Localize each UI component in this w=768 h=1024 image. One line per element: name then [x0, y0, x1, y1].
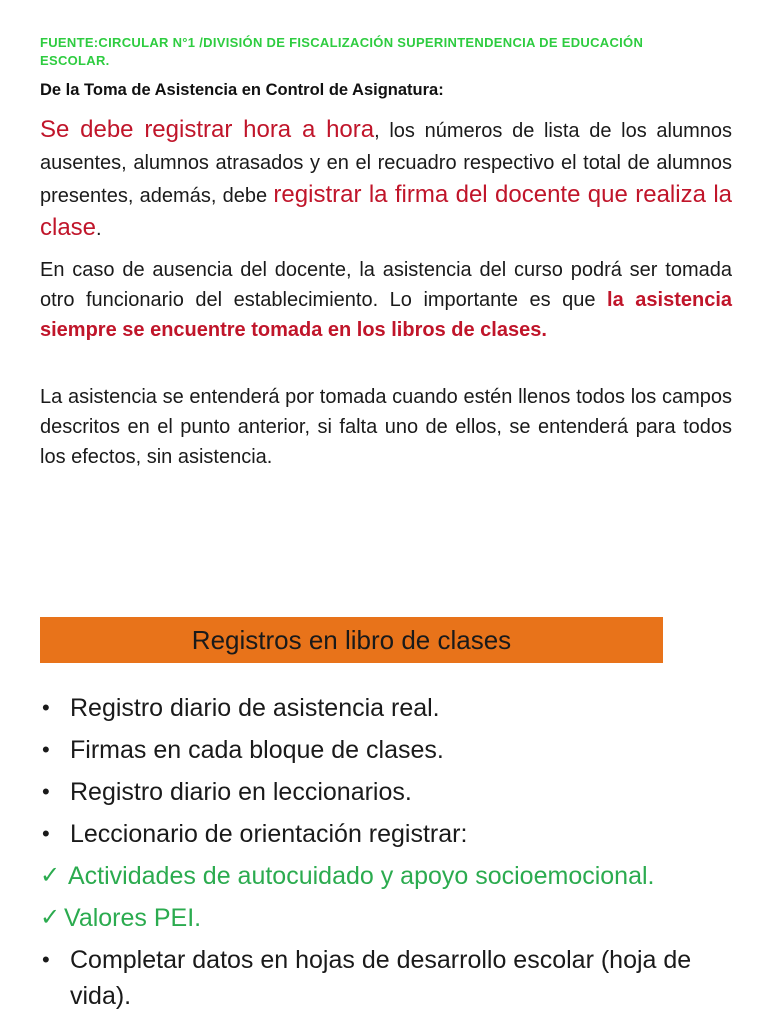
highlight-register-hourly: Se debe registrar hora a hora [40, 116, 375, 143]
banner-title: Registros en libro de clases [191, 624, 512, 655]
list-item [40, 942, 740, 1014]
source-citation [40, 34, 732, 70]
paragraph-teacher-absence [40, 255, 732, 345]
paragraph-text: En caso de ausencia del docente, la asistencia del curso podrá ser tomada otro funcionario del establecimiento. Lo importante es que [40, 259, 732, 311]
section-heading: De la Toma de Asistencia en Control de Asignatura: [40, 81, 444, 99]
section-banner [40, 617, 663, 663]
bullet-icon: • [42, 821, 50, 846]
checkmark-icon: ✓ [40, 904, 61, 931]
list-item [40, 774, 740, 810]
highlight-attendance-taken: la asistencia siempre se encuentre tomada en los libros de clases. [40, 289, 732, 341]
list-item-text: Firmas en cada bloque de clases. [70, 736, 444, 764]
checkmark-icon: ✓ [40, 862, 61, 889]
list-item-text: Registro diario en leccionarios. [70, 778, 412, 806]
list-item [40, 690, 740, 726]
list-item-text: Valores PEI. [64, 904, 202, 932]
source-line-2: ESCOLAR. [40, 53, 110, 68]
list-item-text: Completar datos en hojas de desarrollo escolar (hoja de vida). [70, 946, 692, 1010]
records-list [40, 690, 740, 1020]
bullet-icon: • [42, 695, 50, 720]
list-item-text: Actividades de autocuidado y apoyo socioemocional. [68, 862, 655, 890]
list-item [40, 816, 740, 852]
paragraph-attendance-complete: La asistencia se entenderá por tomada cuando estén llenos todos los campos descritos en el punto anterior, si falta uno de ellos, se entenderá para todos los efectos, sin asistencia. [40, 386, 732, 468]
list-item [40, 732, 740, 768]
bullet-icon: • [42, 779, 50, 804]
highlight-register-signature: registrar la firma del docente que realiza la clase [40, 181, 733, 241]
paragraph-text: . [96, 218, 102, 240]
list-item-text: Leccionario de orientación registrar: [70, 820, 468, 848]
source-line-1: FUENTE:CIRCULAR N°1 /DIVISIÓN DE FISCALIZACIÓN SUPERINTENDENCIA DE EDUCACIÓN [40, 35, 644, 50]
paragraph-attendance-hourly [40, 114, 732, 245]
list-item [40, 900, 740, 936]
list-item [40, 858, 740, 894]
bullet-icon: • [42, 947, 50, 972]
list-item-text: Registro diario de asistencia real. [70, 694, 440, 722]
paragraph-text: , los números de lista de los alumnos ausentes, alumnos atrasados y en el recuadro respectivo el total de alumnos presentes, además, debe [40, 120, 732, 207]
bullet-icon: • [42, 737, 50, 762]
